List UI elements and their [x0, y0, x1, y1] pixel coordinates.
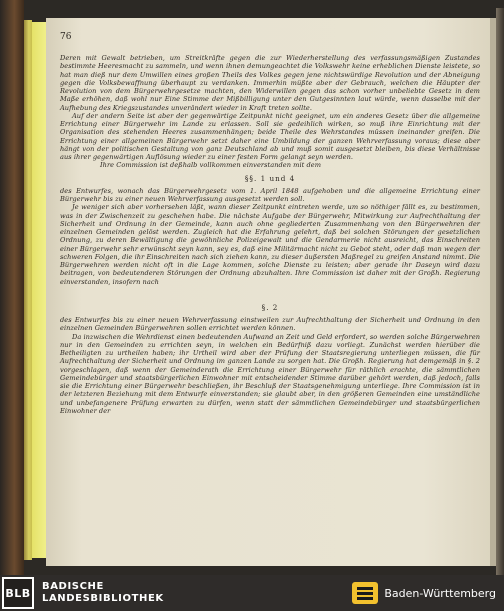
- paragraph-6: des Entwurfes bis zu einer neuen Wehrverfassung einstweilen zur Aufrechthaltung der Sicherheit und Ordnung in den einzelnen Gemeinden Bürgerwehren sollen errichtet werden können.: [60, 316, 480, 333]
- page-number: 76: [60, 32, 72, 42]
- viewer-footer: [0, 575, 504, 611]
- paragraph-2: Auf der andern Seite ist aber der gegenwärtige Zeitpunkt nicht geeignet, um ein anderes Gesetz über die allgemeine Errichtung einer Bürgerwehr im Lande zu erlassen. Soll sie gedeihlich wirken, so muß ihre Einrichtung mit der Organisation des stehenden Heeres zusammenhängen; beide Theile des Wehrstandes müssen ineinander greifen. Die Errichtung einer allgemeinen Bürgerwehr setzt daher eine Umbildung der ganzen Wehrverfassung voraus; diese aber hängt von der politischen Gestaltung von ganz Deutschland ab und muß somit ausgesetzt bleiben, bis diese Verhältnisse aus ihrer gegenwärtigen Auflösung wieder zu einer festen Form gelangt seyn werden.: [60, 111, 480, 161]
- book-cover-edge: [0, 0, 24, 575]
- page-body-text: [60, 54, 480, 415]
- region-name: Baden-Württemberg: [384, 586, 496, 600]
- page-gutter: [32, 22, 46, 558]
- page-right-edge: [496, 8, 504, 575]
- blb-branding[interactable]: [2, 577, 164, 609]
- blb-logo-icon: BLB: [2, 577, 34, 609]
- section-heading-1: §§. 1 und 4: [244, 173, 296, 183]
- paragraph-7: Da inzwischen die Wehrdienst einen bedeutenden Aufwand an Zeit und Geld erfordert, so werden solche Bürgerwehren nur in den Gemeinden zu errichten seyn, in welchen ein Bedürfniß dazu vorliegt. Zunächst werden hierüber die Betheiligten zu urtheilen haben; ihr Urtheil wird aber der Prüfung der Staatsregierung unterliegen müssen, die für Aufrechthaltung der Sicherheit und Ordnung im ganzen Lande zu sorgen hat. Die Großh. Regierung hat demgemäß in §. 2 vorgeschlagen, daß wenn der Gemeinderath die Errichtung einer Bürgerwehr für räthlich erachte, die sämmtlichen Gemeindebürger und staatsbürgerlichen Einwohner mit entscheidender Stimme darüber gehört werden, daß jedoch, falls sie die Errichtung einer Bürgerwehr beschließen, ihr Beschluß der Staatsgenehmigung unterliege. Ihre Commission ist in der letzteren Beziehung mit dem Entwurfe einverstanden; sie glaubt aber, in den größeren Gemeinden eine umständliche und unbefangenere Prüfung erwarten zu dürfen, wenn statt der sämmtlichen Gemeindebürger und staatsbürgerlichen Einwohner der: [60, 332, 480, 415]
- bw-branding[interactable]: [352, 582, 496, 604]
- book-page: [46, 18, 496, 566]
- book-binding: [24, 20, 32, 560]
- paragraph-3: Ihre Commission ist deßhalb vollkommen einverstanden mit dem: [100, 161, 322, 170]
- paragraph-4: des Entwurfes, wonach das Bürgerwehrgesetz vom 1. April 1848 aufgehoben und die allgemeine Errichtung einer Bürgerwehr bis zu einer neuen Wehrverfassung ausgesetzt werden soll.: [60, 186, 480, 203]
- paragraph-1: Deren mit Gewalt betrieben, um Streitkräfte gegen die zur Wiederherstellung des verfassungsmäßigen Zustandes bestimmte Heeresmacht zu sammeln, und wenn ihnen demungeachtet die Volkswehr keine erheblichen Dienste leistete, so hat man dieß nur dem Umwillen eines großen Theils des Volkes gegen jene nichtswürdige Revolution und der Abneigung gegen die Volksbewaffnung überhaupt zu verdanken. Immerhin müßte aber der Gebrauch, welchen die Häupter der Revolution von dem Bürgerwehrgesetze machten, den Widerwillen gegen das schon vorher unbeliebte Gesetz in dem Maße erhöhen, daß wohl nur Eine Stimme der Mißbilligung unter den Gutgesinnten laut würde, wenn dasselbe mit der Aufhebung des Kriegszustandes unverändert wieder in Kraft treten sollte.: [60, 54, 480, 112]
- bw-coat-of-arms-icon: [352, 582, 378, 604]
- library-name-line1: BADISCHE: [42, 581, 104, 592]
- section-heading-2: §. 2: [261, 302, 279, 312]
- library-name: [42, 581, 164, 605]
- paragraph-5: Je weniger sich aber vorhersehen läßt, wann dieser Zeitpunkt eintreten werde, um so nöthiger fällt es, zu bestimmen, was in der Zwischenzeit zu geschehen habe. Die nächste Aufgabe der Bürgerwehr, Mitwirkung zur Aufrechthaltung der Sicherheit und Ordnung in der Gemeinde, kann auch ohne gegliederten Zusammenhang von den Bürgerwehren der einzelnen Gemeinden gelöst werden. Zugleich hat die Erfahrung gelehrt, daß bei solchen Störungen der gesetzlichen Ordnung, zu deren Bewältigung die gewöhnliche Polizeigewalt und die Gendarmerie nicht ausreicht, das Einschreiten einer Bürgerwehr sehr erwünscht seyn kann, sey es, daß eine Militärmacht nicht zu Gebot steht, oder daß man wegen der schweren Folgen, die ihr Einschreiten nach sich ziehen kann, zu dieser äußersten Maßregel zu greifen Anstand nimmt. Die Bürgerwehren werden nicht oft in die Lage kommen, solche Dienste zu leisten; aber gerade ihr Daseyn wird dazu beitragen, von bedeutenderen Störungen der Ordnung abzuhalten. Ihre Commission ist daher mit der Großh. Regierung einverstanden, insofern nach: [60, 203, 480, 286]
- library-name-line2: LANDESBIBLIOTHEK: [42, 593, 164, 604]
